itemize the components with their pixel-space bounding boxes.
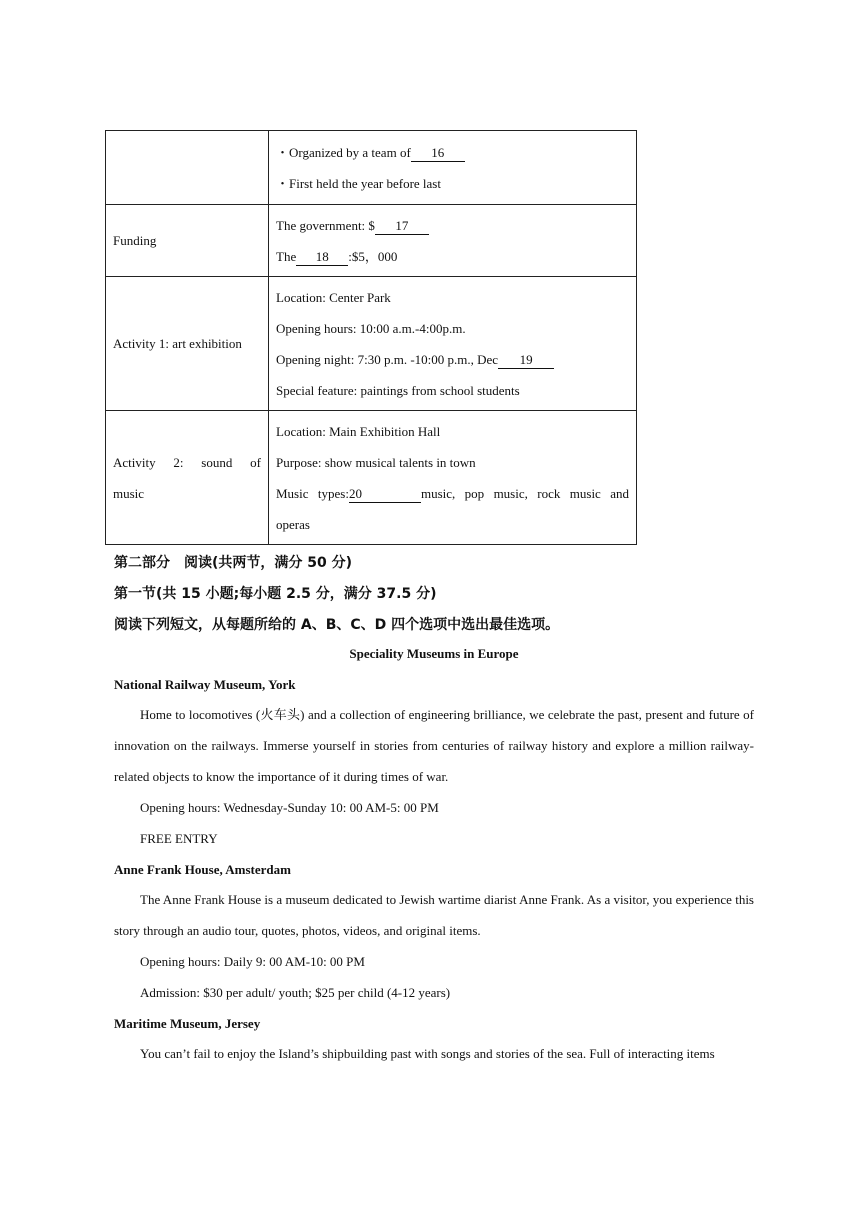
instruction-text: 阅读下列短文，从每题所给的 A、B、C、D 四个选项中选出最佳选项。 <box>114 617 560 633</box>
row-content <box>269 411 637 545</box>
subsection-heading: 第一节(共 15 小题;每小题 2.5 分，满分 37.5 分) <box>114 586 437 602</box>
museum-name: Anne Frank House, Amsterdam <box>114 862 291 877</box>
content-line: operas <box>276 516 310 532</box>
content-line: The 18 :$5，000 <box>276 248 398 264</box>
passage-title: Speciality Museums in Europe <box>349 646 519 661</box>
content-line: The government: $ 17 <box>276 210 629 241</box>
content-line: Location: Main Exhibition Hall <box>276 423 441 439</box>
content-line: ・First held the year before last <box>276 175 441 191</box>
row-label-line: music <box>113 485 145 501</box>
content-line: Location: Center Park <box>276 289 391 305</box>
answer-blank: 20 <box>349 486 421 503</box>
table-row <box>106 277 637 411</box>
museum-name: Maritime Museum, Jersey <box>114 1016 261 1031</box>
museum-hours: Opening hours: Daily 9: 00 AM-10: 00 PM <box>140 954 365 969</box>
row-label: Activity 1: art exhibition <box>106 277 269 411</box>
table-row <box>106 205 637 277</box>
content-line: Opening hours: 10:00 a.m.-4:00p.m. <box>276 320 466 336</box>
museum-description: The Anne Frank House is a museum dedicated to Jewish wartime diarist Anne Frank. As a visitor, you experience this story through an audio tour, quotes, photos, videos, and original items. <box>114 892 754 938</box>
row-content <box>269 205 637 277</box>
content-line: Music types:20 music, pop music, rock music and <box>276 485 630 501</box>
answer-blank: 19 <box>498 352 554 369</box>
row-content <box>269 131 637 205</box>
content-line: Purpose: show musical talents in town <box>276 454 476 470</box>
museum-description: Home to locomotives (火车头) and a collection of engineering brilliance, we celebrate the past, present and future of innovation on the railways. Immerse yourself in stories from centuries of railway history and explore a million railway-related objects to know the importance of it during times of war. <box>114 707 754 784</box>
row-label-line: Activity 2: sound of <box>113 454 261 470</box>
content-line: ・Organized by a team of 16 <box>276 137 629 168</box>
museum-name: National Railway Museum, York <box>114 677 296 692</box>
museum-admission: Admission: $30 per adult/ youth; $25 per child (4-12 years) <box>140 985 451 1000</box>
row-label <box>106 411 269 545</box>
row-content <box>269 277 637 411</box>
answer-blank: 16 <box>411 145 465 162</box>
museum-description: You can’t fail to enjoy the Island’s shipbuilding past with songs and stories of the sea. Full of interacting items <box>140 1046 715 1061</box>
table-row <box>106 411 637 545</box>
content-line: Special feature: paintings from school students <box>276 382 520 398</box>
museum-hours: Opening hours: Wednesday-Sunday 10: 00 AM-5: 00 PM <box>140 800 439 815</box>
row-label: Funding <box>106 205 269 277</box>
content-line: Opening night: 7:30 p.m. -10:00 p.m., Dec 19 <box>276 344 629 375</box>
answer-blank: 18 <box>296 249 348 266</box>
row-label <box>106 131 269 205</box>
table-row <box>106 131 637 205</box>
festival-info-table <box>105 130 637 545</box>
answer-blank: 17 <box>375 218 429 235</box>
section-heading: 第二部分 阅读(共两节，满分 50 分) <box>114 555 353 571</box>
museum-admission: FREE ENTRY <box>140 831 218 846</box>
